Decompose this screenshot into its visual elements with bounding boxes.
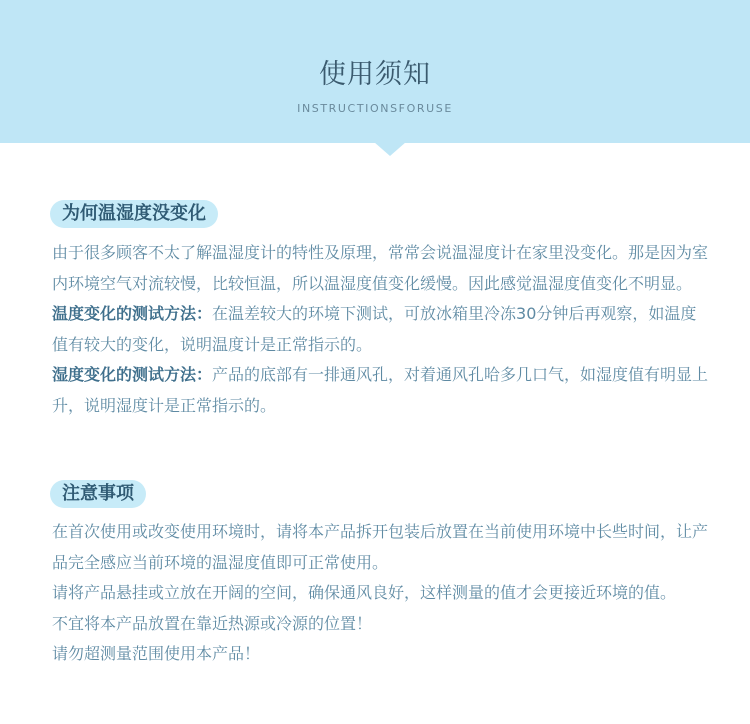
page-title: 使用须知: [319, 59, 431, 90]
section-notes-body: [52, 517, 712, 670]
temperature-test-label: 温度变化的测试方法：: [52, 304, 213, 323]
note-item: 请将产品悬挂或立放在开阔的空间，确保通风良好，这样测量的值才会更接近环境的值。: [52, 583, 677, 602]
note-item: 不宜将本产品放置在靠近热源或冷源的位置！: [52, 613, 373, 633]
section-why-no-change-body: [52, 238, 712, 421]
temperature-test-text: 在温差较大的环境下测试，可放冰箱里冷冻30分钟后再观察，如温度值有较大的变化，说明温度计是正常指示的。: [52, 304, 697, 354]
humidity-test-text: 产品的底部有一排通风孔，对着通风孔哈多几口气，如湿度值有明显上升，说明湿度计是正常指示的。: [52, 365, 709, 415]
section-heading-why-no-change: 为何温湿度没变化: [50, 200, 218, 228]
header-notch-arrow: [374, 142, 406, 156]
note-item: 请勿超测量范围使用本产品！: [52, 644, 261, 663]
header-banner: [0, 0, 750, 143]
note-item: 在首次使用或改变使用环境时，请将本产品拆开包装后放置在当前使用环境中长些时间，让产品完全感应当前环境的温湿度值即可正常使用。: [52, 522, 709, 572]
page-subtitle: INSTRUCTIONSFORUSE: [297, 102, 453, 115]
humidity-test-paragraph: [52, 360, 712, 421]
section-heading-notes: 注意事项: [50, 480, 146, 508]
humidity-test-label: 湿度变化的测试方法：: [52, 365, 213, 384]
intro-paragraph: 由于很多顾客不太了解温湿度计的特性及原理，常常会说温湿度计在家里没变化。那是因为室内环境空气对流较慢，比较恒温，所以温湿度值变化缓慢。因此感觉温湿度值变化不明显。: [52, 243, 709, 293]
temperature-test-paragraph: [52, 299, 712, 360]
